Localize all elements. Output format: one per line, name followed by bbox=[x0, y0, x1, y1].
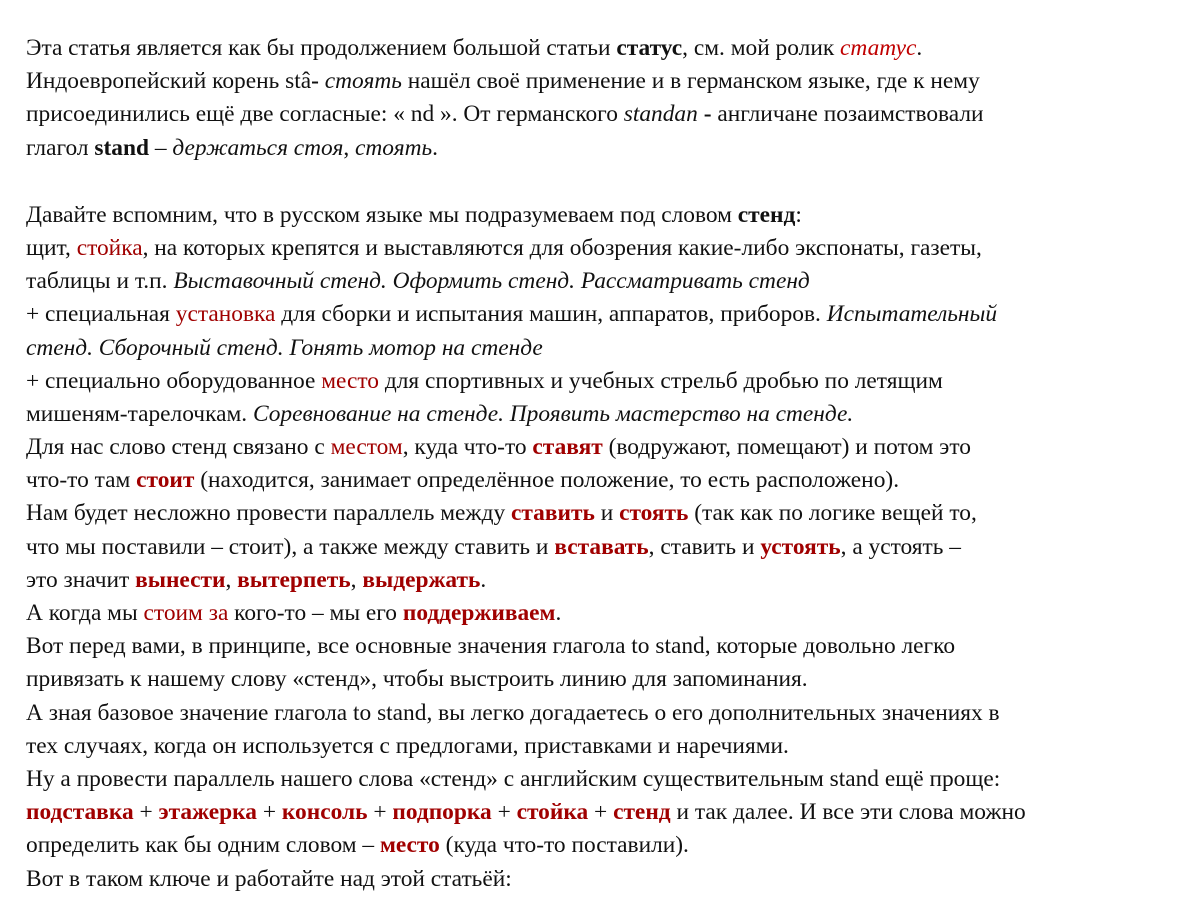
text-span: + специальная bbox=[26, 301, 176, 328]
highlight-term: стойка bbox=[76, 234, 143, 261]
text-span: : bbox=[795, 201, 802, 228]
bold-term-status: статус bbox=[616, 35, 683, 61]
text-span: + bbox=[367, 799, 393, 826]
text-span: англичане позаимствовали bbox=[711, 101, 984, 128]
text-line bbox=[26, 630, 1186, 663]
text-line bbox=[26, 863, 1186, 896]
text-span: , а устоять – bbox=[840, 533, 961, 560]
italic-example: Испытательный bbox=[826, 301, 998, 328]
text-span: , см. мой ролик bbox=[682, 35, 841, 61]
text-span: Для нас слово стенд связано с bbox=[26, 434, 331, 461]
highlight-term: установка bbox=[175, 301, 276, 328]
text-span: для спортивных и учебных стрельб дробью по летящим bbox=[378, 367, 943, 394]
text-span: . bbox=[555, 600, 562, 626]
highlight-bold-term: поддерживаем bbox=[402, 600, 556, 626]
text-line bbox=[26, 199, 1186, 232]
text-span: , bbox=[343, 134, 356, 161]
highlight-term: место bbox=[321, 367, 379, 394]
text-span: таблицы и т.п. bbox=[26, 268, 174, 295]
text-span: + bbox=[133, 799, 159, 826]
text-line bbox=[26, 298, 1186, 331]
text-span: привязать к нашему слову «стенд», чтобы выстроить линию для запоминания. bbox=[26, 666, 808, 693]
text-span: для сборки и испытания машин, аппаратов, приборов. bbox=[275, 301, 827, 328]
highlight-bold-term: место bbox=[379, 832, 440, 859]
highlight-bold-term: подставка bbox=[26, 799, 134, 826]
text-span: что-то там bbox=[26, 467, 137, 494]
highlight-bold-term: вставать bbox=[554, 533, 649, 560]
text-span: глагол bbox=[26, 134, 95, 161]
text-span: (находится, занимает определённое положение, то есть расположено). bbox=[194, 467, 900, 494]
italic-example: стенд. Сборочный стенд. Гонять мотор на стенде bbox=[26, 334, 543, 361]
highlight-bold-term: подпорка bbox=[392, 799, 492, 826]
text-line bbox=[26, 464, 1186, 497]
text-line bbox=[26, 564, 1186, 597]
highlight-term: стоим за bbox=[143, 600, 229, 626]
italic-term: стоять bbox=[324, 68, 402, 95]
italic-example: Соревнование на стенде. Проявить мастерство на стенде. bbox=[252, 400, 854, 427]
paragraph-gap bbox=[26, 165, 1186, 199]
text-line bbox=[26, 32, 1186, 65]
text-span: , bbox=[225, 566, 238, 593]
text-line bbox=[26, 365, 1186, 398]
text-span: Вот перед вами, в принципе, все основные значения глагола to stand, которые довольно легко bbox=[26, 633, 956, 660]
highlight-bold-term: этажерка bbox=[158, 799, 257, 826]
video-link-status[interactable]: статус bbox=[840, 35, 917, 61]
italic-term: стоять bbox=[355, 134, 433, 161]
text-span: + bbox=[491, 799, 517, 826]
bold-dash: - bbox=[703, 101, 712, 128]
text-span: . bbox=[480, 566, 487, 593]
text-span: Ну а провести параллель нашего слова «стенд» с английским существительным stand ещё проще: bbox=[26, 765, 1001, 792]
text-line bbox=[26, 829, 1186, 862]
text-line bbox=[26, 265, 1186, 298]
text-span: + специально оборудованное bbox=[26, 367, 322, 394]
highlight-bold-term: вынести bbox=[135, 566, 226, 593]
text-span: Вот в таком ключе и работайте над этой статьёй: bbox=[26, 865, 512, 892]
text-span: , ставить и bbox=[648, 533, 761, 560]
highlight-bold-term: устоять bbox=[760, 533, 841, 560]
bold-term-stand: stand bbox=[94, 134, 149, 161]
text-span: это значит bbox=[26, 566, 136, 593]
highlight-bold-term: ставят bbox=[532, 434, 603, 461]
highlight-bold-term: выдержать bbox=[362, 566, 481, 593]
text-span: и так далее. И все эти слова можно bbox=[670, 799, 1026, 826]
text-span: тех случаях, когда он используется с предлогами, приставками и наречиями. bbox=[26, 732, 789, 759]
italic-term: держаться стоя bbox=[172, 134, 344, 161]
text-line bbox=[26, 398, 1186, 431]
highlight-bold-term: стоять bbox=[619, 500, 689, 527]
text-span: , на которых крепятся и выставляются для обозрения какие-либо экспонаты, газеты, bbox=[142, 234, 982, 261]
text-span: кого-то – мы его bbox=[228, 600, 403, 626]
highlight-bold-term: консоль bbox=[281, 799, 368, 826]
text-span: – bbox=[149, 134, 173, 161]
text-span: . bbox=[432, 134, 438, 161]
text-line bbox=[26, 65, 1186, 98]
text-span: Давайте вспомним, что в русском языке мы подразумеваем под словом bbox=[26, 201, 738, 228]
text-span: определить как бы одним словом – bbox=[26, 832, 380, 859]
text-span: + bbox=[256, 799, 282, 826]
text-span: и bbox=[594, 500, 620, 527]
text-span: что мы поставили – стоит), а также между ставить и bbox=[26, 533, 555, 560]
text-span: Индоевропейский корень stâ bbox=[26, 68, 312, 95]
text-span: мишеням-тарелочкам. bbox=[26, 400, 253, 427]
text-span: (водружают, помещают) и потом это bbox=[602, 434, 971, 461]
text-span: . bbox=[916, 35, 923, 61]
highlight-bold-term: ставить bbox=[511, 500, 595, 527]
text-span: А когда мы bbox=[26, 600, 144, 626]
italic-example: Выставочный стенд. Оформить стенд. Рассматривать стенд bbox=[173, 268, 810, 295]
highlight-bold-term: вытерпеть bbox=[237, 566, 351, 593]
text-line bbox=[26, 332, 1186, 365]
text-line bbox=[26, 531, 1186, 564]
article-text bbox=[26, 32, 1186, 896]
bold-dash: - bbox=[311, 68, 319, 95]
text-line bbox=[26, 763, 1186, 796]
highlight-bold-term: стенд bbox=[613, 799, 671, 826]
text-line bbox=[26, 431, 1186, 464]
text-span: нашёл своё применение и в германском языке, где к нему bbox=[401, 68, 980, 95]
italic-term: standan bbox=[623, 101, 698, 128]
highlight-bold-term: стоит bbox=[136, 467, 195, 494]
bold-term-stend: стенд bbox=[737, 201, 796, 228]
text-line bbox=[26, 497, 1186, 530]
text-span: , bbox=[350, 566, 363, 593]
text-span: Эта статья является как бы продолжением большой статьи bbox=[26, 35, 617, 61]
text-span: А зная базовое значение глагола to stand, вы легко догадаетесь о его дополнительных значениях в bbox=[26, 699, 1000, 726]
highlight-term: местом bbox=[330, 434, 403, 461]
text-line bbox=[26, 730, 1186, 763]
text-line bbox=[26, 597, 1186, 630]
text-span: + bbox=[588, 799, 614, 826]
text-span: (так как по логике вещей то, bbox=[688, 500, 977, 527]
text-line bbox=[26, 132, 1186, 165]
text-line bbox=[26, 663, 1186, 696]
text-line bbox=[26, 232, 1186, 265]
text-line bbox=[26, 98, 1186, 131]
text-span: (куда что-то поставили). bbox=[439, 832, 689, 859]
text-span: Нам будет несложно провести параллель между bbox=[26, 500, 512, 527]
text-line bbox=[26, 697, 1186, 730]
text-line bbox=[26, 796, 1186, 829]
text-span: присоединились ещё две согласные: « nd ». От германского bbox=[26, 101, 624, 128]
text-span: , куда что-то bbox=[402, 434, 533, 461]
text-span: щит, bbox=[26, 234, 77, 261]
highlight-bold-term: стойка bbox=[516, 799, 589, 826]
